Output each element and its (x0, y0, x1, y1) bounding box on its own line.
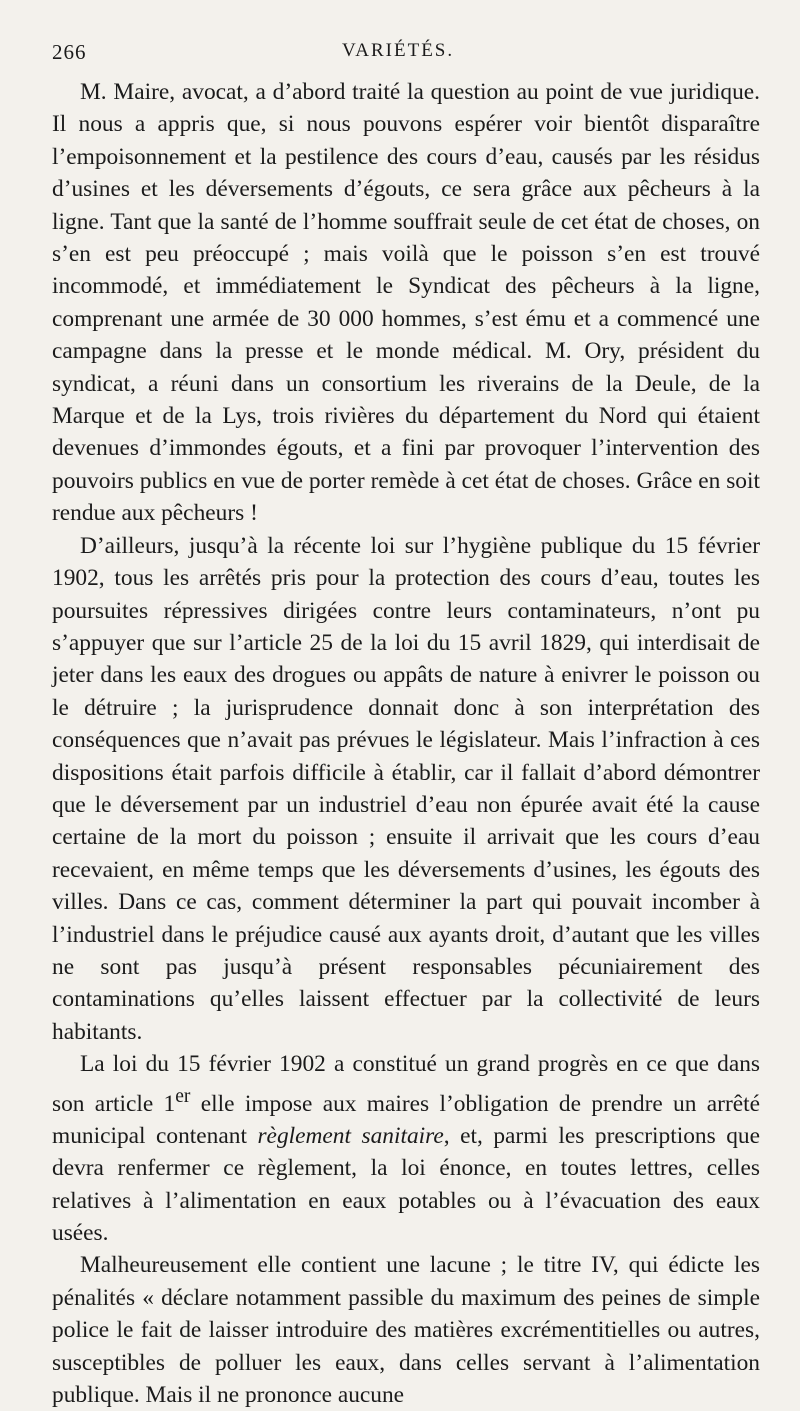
page-number: 266 (52, 40, 87, 64)
paragraph: M. Maire, avocat, a d’abord traité la question au point de vue juridique. Il nous a appris que, si nous pouvons espérer voir bientôt disparaître l’empoisonnement et la pestilence des cours d’eau, causés par les résidus d’usines et les déversements d’égouts, ce sera grâce aux pêcheurs à la ligne. Tant que la santé de l’homme souffrait seule de cet état de choses, on s’en est peu préoccupé ; mais voilà que le poisson s’en est trouvé incommodé, et immédiatement le Syndicat des pêcheurs à la ligne, comprenant une armée de 30 000 hommes, s’est ému et a commencé une campagne dans la presse et le monde médical. M. Ory, président du syndicat, a réuni dans un consortium les riverains de la Deule, de la Marque et de la Lys, trois rivières du département du Nord qui étaient devenues d’immondes égouts, et a fini par provoquer l’intervention des pouvoirs publics en vue de porter remède à cet état de choses. Grâce en soit rendue aux pêcheurs ! (52, 79, 760, 527)
paragraph-text: , et, parmi les prescriptions que devra renfermer ce règlement, la loi énonce, en toutes lettres, celles relatives à l’alimentation en eaux potables ou à l’évacuation des eaux usées. (52, 1122, 760, 1247)
running-head (52, 40, 760, 76)
section-title: VARIÉTÉS. (342, 40, 455, 61)
paragraph: Malheureusement elle contient une lacune ; le titre IV, qui édicte les pénalités « déclare notamment passible du maximum des peines de simple police le fait de laisser introduire des matières excrémentitielles ou autres, susceptibles de polluer les eaux, dans celles servant à l’alimentation publique. Mais il ne prononce aucune (52, 1252, 760, 1409)
paragraph-text: La loi du 15 février 1902 a constitué un grand progrès en ce que dans son article 1 (52, 1051, 760, 1117)
superscript: er (175, 1085, 191, 1107)
paragraph: D’ailleurs, jusqu’à la récente loi sur l’hygiène publique du 15 février 1902, tous les arrêtés pris pour la protection des cours d’eau, toutes les poursuites répressives dirigées contre leurs contaminateurs, n’ont pu s’appuyer que sur l’article 25 de la loi du 15 avril 1829, qui interdisait de jeter dans les eaux des drogues ou appâts de nature à enivrer le poisson ou le détruire ; la jurisprudence donnait donc à son interprétation des conséquences que n’avait pas prévues le législateur. Mais l’infraction à ces dispositions était parfois difficile à établir, car il fallait d’abord démontrer que le déversement par un industriel d’eau non épurée avait été la cause certaine de la mort du poisson ; ensuite il arrivait que les cours d’eau recevaient, en même temps que les déversements d’usines, les égouts des villes. Dans ce cas, comment déterminer la part qui pouvait incomber à l’industriel dans le préjudice causé aux ayants droit, d’autant que les villes ne sont pas jusqu’à présent responsables pécuniairement des contaminations qu’elles laissent effectuer par la collectivité de leurs habitants. (52, 532, 760, 1045)
paragraph-text: elle impose aux maires l’obligation de prendre un arrêté municipal contenant (52, 1090, 760, 1149)
body-text (52, 76, 760, 1411)
paragraph (52, 1048, 760, 1249)
italic-term: règlement sanitaire (257, 1122, 444, 1149)
